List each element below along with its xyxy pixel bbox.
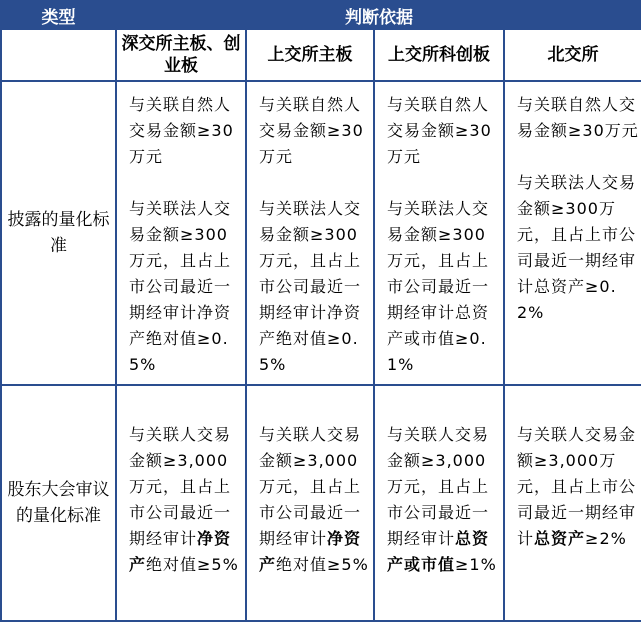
review-bold-basis: 净资产 [259, 529, 362, 574]
column-header-szse: 深交所主板、创业板 [116, 29, 246, 81]
legal-person-threshold: 与关联法人交易金额≥300万元，且占上市公司最近一期经审计净资产绝对值≥0.5% [259, 199, 362, 374]
review-threshold-text: 与关联人交易金额≥3,000万元，且占上市公司最近一期经审计 [387, 425, 490, 548]
review-bold-basis: 总资产 [534, 529, 586, 548]
review-threshold-text: 与关联人交易金额≥3,000万元，且占上市公司最近一期经审计 [259, 425, 362, 548]
cell-disclosure-sse-main [246, 81, 374, 385]
header-blank [1, 29, 116, 81]
natural-person-threshold: 与关联自然人交易金额≥30万元 [259, 95, 364, 166]
column-header-bse: 北交所 [504, 29, 641, 81]
header-type: 类型 [1, 1, 116, 29]
legal-person-threshold: 与关联法人交易金额≥300万元，且占上市公司最近一期经审计净资产绝对值≥0.5% [129, 199, 232, 374]
review-bold-basis: 净资产 [129, 529, 232, 574]
column-header-sse-main: 上交所主板 [246, 29, 374, 81]
legal-person-threshold: 与关联法人交易金额≥300万元，且占上市公司最近一期经审计总资产或市值≥0.1% [387, 199, 490, 374]
review-threshold-text: 与关联人交易金额≥3,000万元，且占上市公司最近一期经审计 [129, 425, 232, 548]
cell-disclosure-bse [504, 81, 641, 385]
cell-review-szse [116, 385, 246, 621]
cell-disclosure-szse [116, 81, 246, 385]
natural-person-threshold: 与关联自然人交易金额≥30万元 [129, 95, 234, 166]
review-threshold-tail: ≥1% [455, 555, 497, 574]
natural-person-threshold: 与关联自然人交易金额≥30万元 [517, 95, 639, 140]
header-basis: 判断依据 [116, 1, 641, 29]
cell-review-sse-main [246, 385, 374, 621]
cell-review-sse-star [374, 385, 504, 621]
row-label-disclosure: 披露的量化标准 [1, 81, 116, 385]
review-threshold-tail: ≥2% [585, 529, 627, 548]
natural-person-threshold: 与关联自然人交易金额≥30万元 [387, 95, 492, 166]
cell-review-bse [504, 385, 641, 621]
table-row-disclosure [1, 81, 641, 385]
cell-disclosure-sse-star [374, 81, 504, 385]
review-threshold-tail: 绝对值≥5% [276, 555, 369, 574]
legal-person-threshold: 与关联法人交易金额≥300万元，且占上市公司最近一期经审计总资产≥0.2% [517, 173, 637, 322]
column-header-sse-star: 上交所科创板 [374, 29, 504, 81]
review-bold-basis: 总资产或市值 [387, 529, 490, 574]
review-threshold-text: 与关联人交易金额≥3,000万元，且占上市公司最近一期经审计 [517, 425, 637, 548]
row-label-shareholder-review: 股东大会审议的量化标准 [1, 385, 116, 621]
review-threshold-tail: 绝对值≥5% [146, 555, 239, 574]
table-row-shareholder-review [1, 385, 641, 621]
